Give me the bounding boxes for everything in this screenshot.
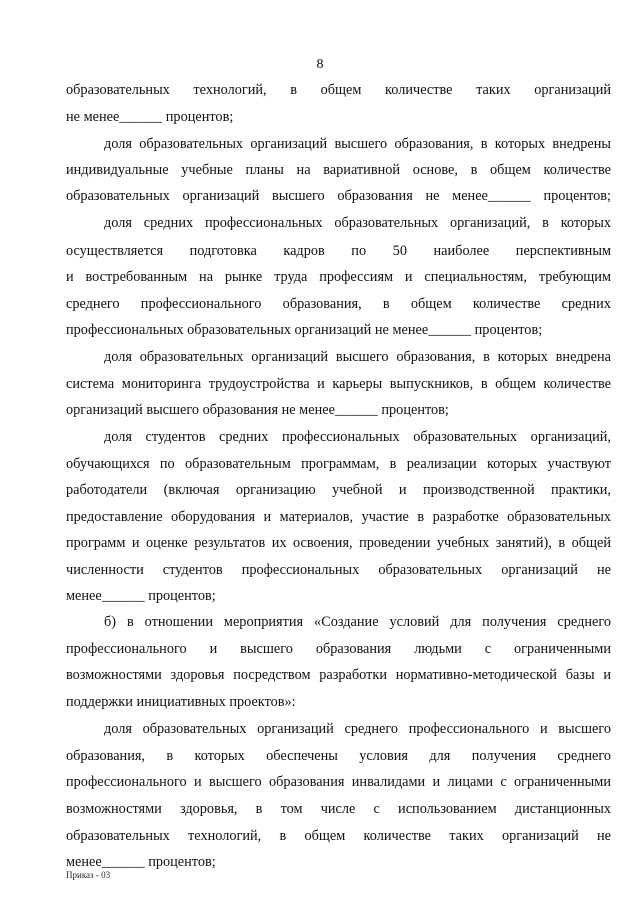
text-line: система мониторинга трудоустройства и карьеры выпускников, в общем количестве bbox=[66, 376, 611, 392]
text-line: образовательных технологий, в общем количестве таких организаций bbox=[66, 82, 611, 98]
text-line: не менее______ процентов; bbox=[66, 109, 234, 125]
text-line: б) в отношении мероприятия «Создание условий для получения среднего bbox=[104, 614, 611, 630]
text-line: образования, в которых обеспечены условия для получения среднего bbox=[66, 748, 611, 764]
text-line: возможностями здоровья посредством разработки нормативно-методической базы и bbox=[66, 667, 611, 683]
footer-order-label: Приказ - 03 bbox=[66, 870, 111, 880]
text-line: доля образовательных организаций высшего образования, в которых внедрены bbox=[104, 136, 611, 152]
text-line: менее______ процентов; bbox=[66, 588, 216, 604]
text-line: и востребованным на рынке труда профессиям и специальностям, требующим bbox=[66, 269, 611, 285]
text-line: профессионального и высшего образования инвалидами и лицами с ограниченными bbox=[66, 774, 611, 790]
text-line: индивидуальные учебные планы на вариативной основе, в общем количестве bbox=[66, 162, 611, 178]
page-number: 8 bbox=[316, 57, 324, 72]
text-line: менее______ процентов; bbox=[66, 854, 216, 870]
text-line: профессиональных образовательных организаций не менее______ процентов; bbox=[66, 322, 543, 338]
text-line: образовательных технологий, в общем количестве таких организаций не bbox=[66, 828, 611, 844]
text-line: доля образовательных организаций высшего образования, в которых внедрена bbox=[104, 349, 611, 365]
text-line: поддержки инициативных проектов»: bbox=[66, 694, 296, 710]
text-line: доля средних профессиональных образовательных организаций, в которых bbox=[104, 215, 611, 231]
text-line: возможностями здоровья, в том числе с использованием дистанционных bbox=[66, 801, 611, 817]
text-line: организаций высшего образования не менее______ процентов; bbox=[66, 402, 449, 418]
text-line: профессионального и высшего образования людьми с ограниченными bbox=[66, 641, 611, 657]
text-line: работодатели (включая организацию учебной и производственной практики, bbox=[66, 482, 611, 498]
text-line: доля студентов средних профессиональных образовательных организаций, bbox=[104, 429, 611, 445]
text-line: доля образовательных организаций среднего профессионального и высшего bbox=[104, 721, 611, 737]
text-line: осуществляется подготовка кадров по 50 наиболее перспективным bbox=[66, 243, 611, 259]
text-line: среднего профессионального образования, в общем количестве средних bbox=[66, 296, 611, 312]
text-line: предоставление оборудования и материалов, участие в разработке образовательных bbox=[66, 509, 611, 525]
text-line: численности студентов профессиональных образовательных организаций не bbox=[66, 562, 611, 578]
text-line: программ и оценке результатов их освоения, проведении учебных занятий), в общей bbox=[66, 535, 611, 551]
text-line: обучающихся по образовательным программам, в реализации которых участвуют bbox=[66, 456, 611, 472]
text-line: образовательных организаций высшего образования не менее______ процентов; bbox=[66, 188, 611, 204]
